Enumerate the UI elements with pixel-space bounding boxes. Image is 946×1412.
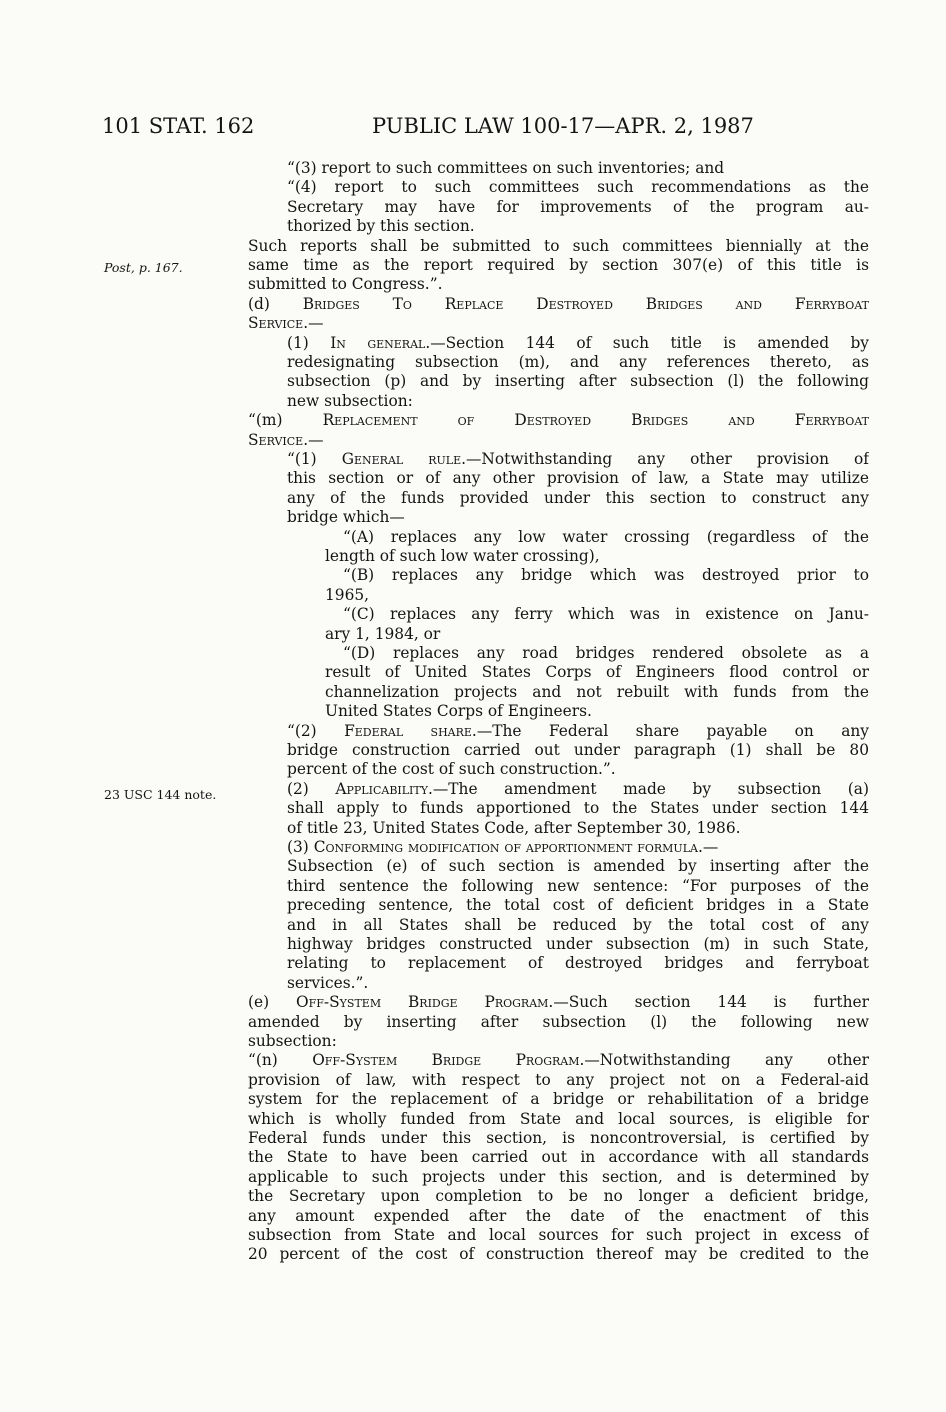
text-line: result of United States Corps of Engineers flood control or bbox=[325, 663, 869, 682]
text-line: bridge construction carried out under paragraph (1) shall be 80 bbox=[287, 741, 869, 759]
text-line: 20 percent of the cost of construction thereof may be credited to the bbox=[248, 1245, 869, 1264]
text-line: “(B) replaces any bridge which was destroyed prior to bbox=[343, 566, 869, 585]
text-line: shall apply to funds apportioned to the States under section 144 bbox=[287, 799, 869, 818]
section-heading: Federal share. bbox=[344, 721, 477, 740]
text-line: 1965, bbox=[325, 585, 370, 604]
text-line: subsection (p) and by inserting after subsection (l) the following bbox=[287, 372, 869, 391]
text-line: the State to have been carried out in accordance with all standards bbox=[248, 1148, 869, 1167]
section-heading: Off-System Bridge Program. bbox=[312, 1051, 585, 1070]
running-head-public-law: PUBLIC LAW 100-17—APR. 2, 1987 bbox=[372, 114, 754, 138]
section-heading: Service. bbox=[248, 314, 309, 333]
text-line: the Secretary upon completion to be no longer a deficient bridge, bbox=[248, 1187, 869, 1206]
text-line: “(2) Federal share.—The Federal share payable on any bbox=[287, 721, 869, 740]
text-line: provision of law, with respect to any project not on a Federal-aid bbox=[248, 1070, 869, 1089]
text-line: Service.— bbox=[248, 314, 324, 333]
page-stat-reference: 101 STAT. 162 bbox=[102, 114, 255, 138]
text-line: United States Corps of Engineers. bbox=[325, 702, 592, 721]
text-line: Subsection (e) of such section is amended by inserting after the bbox=[287, 857, 869, 876]
text-line: (d) Bridges To Replace Destroyed Bridges and Ferryboat bbox=[248, 294, 869, 313]
text-line: “(D) replaces any road bridges rendered obsolete as a bbox=[343, 644, 869, 662]
text-line: “(3) report to such committees on such inventories; and bbox=[287, 159, 725, 177]
text-line: any of the funds provided under this section to construct any bbox=[287, 488, 869, 507]
text-line: bridge which— bbox=[287, 508, 405, 527]
text-line: “(4) report to such committees such recommendations as the bbox=[287, 178, 869, 197]
text-line: Such reports shall be submitted to such committees biennially at the bbox=[248, 236, 869, 255]
section-heading: Bridges To Replace Destroyed Bridges and Ferryboat bbox=[302, 294, 869, 313]
text-line: services.”. bbox=[287, 973, 369, 992]
section-heading: In general. bbox=[330, 333, 431, 352]
text-line: “(1) General rule.—Notwithstanding any other provision of bbox=[287, 450, 869, 468]
text-line: (3) Conforming modification of apportionment formula.— bbox=[287, 838, 719, 856]
text-line: of title 23, United States Code, after September 30, 1986. bbox=[287, 818, 741, 837]
text-line: this section or of any other provision of law, a State may utilize bbox=[287, 469, 869, 488]
section-heading: Replacement of Destroyed Bridges and Ferryboat bbox=[322, 411, 869, 430]
text-line: length of such low water crossing), bbox=[325, 547, 600, 565]
text-line: “(n) Off-System Bridge Program.—Notwithstanding any other bbox=[248, 1051, 869, 1070]
text-line: redesignating subsection (m), and any references thereto, as bbox=[287, 353, 869, 371]
text-line: channelization projects and not rebuilt with funds from the bbox=[325, 682, 869, 701]
text-line: Federal funds under this section, is noncontroversial, is certified by bbox=[248, 1129, 869, 1147]
section-heading: General rule. bbox=[341, 450, 467, 468]
text-line: amended by inserting after subsection (l) the following new bbox=[248, 1012, 869, 1031]
text-line: relating to replacement of destroyed bridges and ferryboat bbox=[287, 954, 869, 973]
text-line: new subsection: bbox=[287, 391, 413, 410]
section-heading: Service. bbox=[248, 430, 309, 449]
text-line: and in all States shall be reduced by the total cost of any bbox=[287, 915, 869, 934]
text-line: Service.— bbox=[248, 430, 324, 449]
text-line: (1) In general.—Section 144 of such title is amended by bbox=[287, 333, 869, 352]
margin-note-post-text: Post, p. 167. bbox=[104, 260, 183, 275]
text-line: “(m) Replacement of Destroyed Bridges and Ferryboat bbox=[248, 411, 869, 430]
text-line: “(C) replaces any ferry which was in existence on Janu- bbox=[343, 605, 869, 624]
text-line: same time as the report required by section 307(e) of this title is bbox=[248, 256, 869, 274]
text-line: applicable to such projects under this section, and is determined by bbox=[248, 1167, 869, 1186]
text-line: ary 1, 1984, or bbox=[325, 624, 441, 643]
text-line: highway bridges constructed under subsection (m) in such State, bbox=[287, 935, 869, 953]
text-line: subsection from State and local sources for such project in excess of bbox=[248, 1226, 869, 1244]
text-line: thorized by this section. bbox=[287, 217, 475, 236]
section-heading: Applicability. bbox=[335, 779, 433, 798]
text-line: percent of the cost of such construction.”. bbox=[287, 760, 616, 779]
text-line: (e) Off-System Bridge Program.—Such section 144 is further bbox=[248, 993, 869, 1012]
text-line: “(A) replaces any low water crossing (regardless of the bbox=[343, 527, 869, 546]
section-heading: Off-System Bridge Program. bbox=[296, 993, 554, 1012]
text-line: (2) Applicability.—The amendment made by subsection (a) bbox=[287, 779, 869, 798]
section-heading: Conforming modification of apportionment formula. bbox=[313, 838, 703, 856]
margin-note-usc: 23 USC 144 note. bbox=[104, 787, 217, 802]
text-line: preceding sentence, the total cost of deficient bridges in a State bbox=[287, 896, 869, 915]
text-line: which is wholly funded from State and local sources, is eligible for bbox=[248, 1109, 869, 1128]
text-line: subsection: bbox=[248, 1032, 337, 1050]
text-line: any amount expended after the date of the enactment of this bbox=[248, 1206, 869, 1225]
text-line: third sentence the following new sentence: “For purposes of the bbox=[287, 876, 869, 895]
text-line: submitted to Congress.”. bbox=[248, 275, 443, 294]
text-line: Secretary may have for improvements of the program au- bbox=[287, 197, 869, 216]
text-line: system for the replacement of a bridge or rehabilitation of a bridge bbox=[248, 1090, 869, 1109]
